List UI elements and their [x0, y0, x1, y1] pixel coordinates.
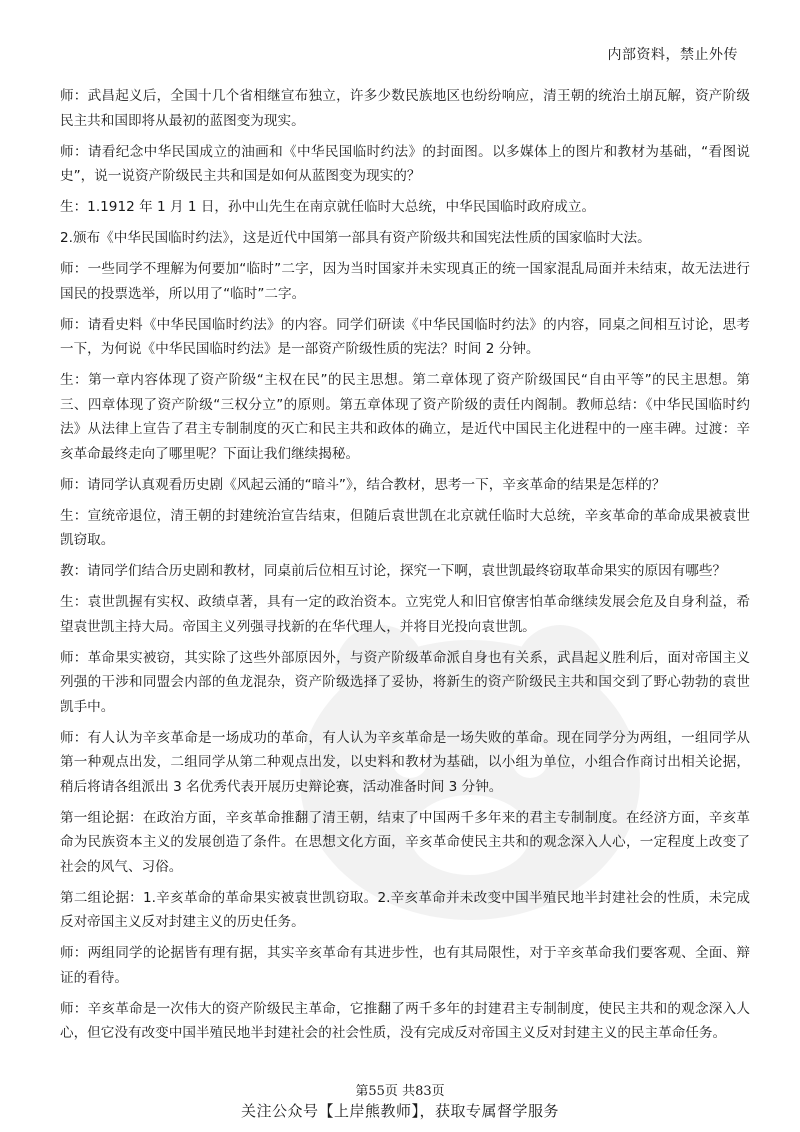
paragraph: 师：一些同学不理解为何要加“临时”二字，因为当时国家并未实现真正的统一国家混乱局面并未结束，故无法进行国民的投票选举，所以用了“临时”二字。 — [60, 261, 750, 302]
paragraph: 师：革命果实被窃，其实除了这些外部原因外，与资产阶级革命派自身也有关系，武昌起义胜利后，面对帝国主义列强的干涉和同盟会内部的鱼龙混杂，资产阶级选择了妥协，将新生的资产阶级民主共和国交到了野心勃勃的袁世凯手中。 — [60, 649, 750, 715]
promo-footer: 关注公众号【上岸熊教师】，获取专属督学服务 — [240, 1102, 559, 1120]
paragraph: 生：1.1912 年 1 月 1 日，孙中山先生在南京就任临时大总统，中华民国临时政府成立。 — [60, 199, 596, 215]
paragraph: 师：请同学认真观看历史剧《风起云涌的“暗斗”》，结合教材，思考一下，辛亥革命的结果是怎样的？ — [60, 476, 666, 493]
page-number: 第55页 共83页 — [355, 1084, 445, 1099]
paragraph: 2.颁布《中华民国临时约法》，这是近代中国第一部具有资产阶级共和国宪法性质的国家临时大法。 — [60, 230, 651, 246]
paragraph: 生：宣统帝退位，清王朝的封建统治宣告结束，但随后袁世凯在北京就任临时大总统，辛亥革命的革命成果被袁世凯窃取。 — [60, 507, 750, 548]
paragraph: 生：袁世凯握有实权、政绩卓著，具有一定的政治资本。立宪党人和旧官僚害怕革命继续发展会危及自身利益，希望袁世凯主持大局。帝国主义列强寻找新的在华代理人，并将目光投向袁世凯。 — [60, 594, 750, 635]
confidential-note: 内部资料，禁止外传 — [607, 47, 738, 63]
paragraph: 师：武昌起义后，全国十几个省相继宣布独立，许多少数民族地区也纷纷响应，清王朝的统治土崩瓦解，资产阶级民主共和国即将从最初的蓝图变为现实。 — [60, 88, 750, 129]
paragraph: 生：第一章内容体现了资产阶级“主权在民”的民主思想。第二章体现了资产阶级国民“自由平等”的民主思想。第三、四章体现了资产阶级“三权分立”的原则。第五章体现了资产阶级的责任内阁制。教师总结：《中华民国临时约法》从法律上宣告了君主专制制度的灭亡和民主共和政体的确立，是近代中国民主化进程中的一座丰碑。过渡：辛亥革命最终走向了哪里呢？下面让我们继续揭秘。 — [60, 372, 750, 462]
paragraph: 第一组论据：在政治方面，辛亥革命推翻了清王朝，结束了中国两千多年来的君主专制制度。在经济方面，辛亥革命为民族资本主义的发展创造了条件。在思想文化方面，辛亥革命使民主共和的观念深入人心，一定程度上改变了社会的风气、习俗。 — [60, 809, 750, 875]
paragraph: 师：辛亥革命是一次伟大的资产阶级民主革命，它推翻了两千多年的封建君主专制制度，使民主共和的观念深入人心，但它没有改变中国半殖民地半封建社会的社会性质，没有完成反对帝国主义反对封建主义的民主革命任务。 — [60, 1000, 750, 1041]
paragraph: 第二组论据：1.辛亥革命的革命果实被袁世凯窃取。2.辛亥革命并未改变中国半殖民地半封建社会的性质，未完成反对帝国主义反对封建主义的历史任务。 — [60, 889, 750, 930]
paragraph: 教：请同学们结合历史剧和教材，同桌前后位相互讨论，探究一下啊，袁世凯最终窃取革命果实的原因有哪些？ — [60, 563, 727, 579]
paragraph: 师：请看纪念中华民国成立的油画和《中华民国临时约法》的封面图。以多媒体上的图片和教材为基础，“看图说史”，说一说资产阶级民主共和国是如何从蓝图变为现实的？ — [60, 143, 750, 184]
paragraph: 师：请看史料《中华民国临时约法》的内容。同学们研读《中华民国临时约法》的内容，同桌之间相互讨论，思考一下，为何说《中华民国临时约法》是一部资产阶级性质的宪法？时间 2 分钟。 — [60, 316, 750, 357]
lesson-transcript — [60, 84, 750, 1052]
paragraph: 师：两组同学的论据皆有理有据，其实辛亥革命有其进步性，也有其局限性，对于辛亥革命我们要客观、全面、辩证的看待。 — [60, 945, 750, 986]
paragraph: 师：有人认为辛亥革命是一场成功的革命，有人认为辛亥革命是一场失败的革命。现在同学分为两组，一组同学从第一种观点出发，二组同学从第二种观点出发，以史料和教材为基础，以小组为单位，小组合作商讨出相关论据，稍后将请各组派出 3 名优秀代表开展历史辩论赛，活动准备时间 3 分钟。 — [60, 729, 750, 795]
